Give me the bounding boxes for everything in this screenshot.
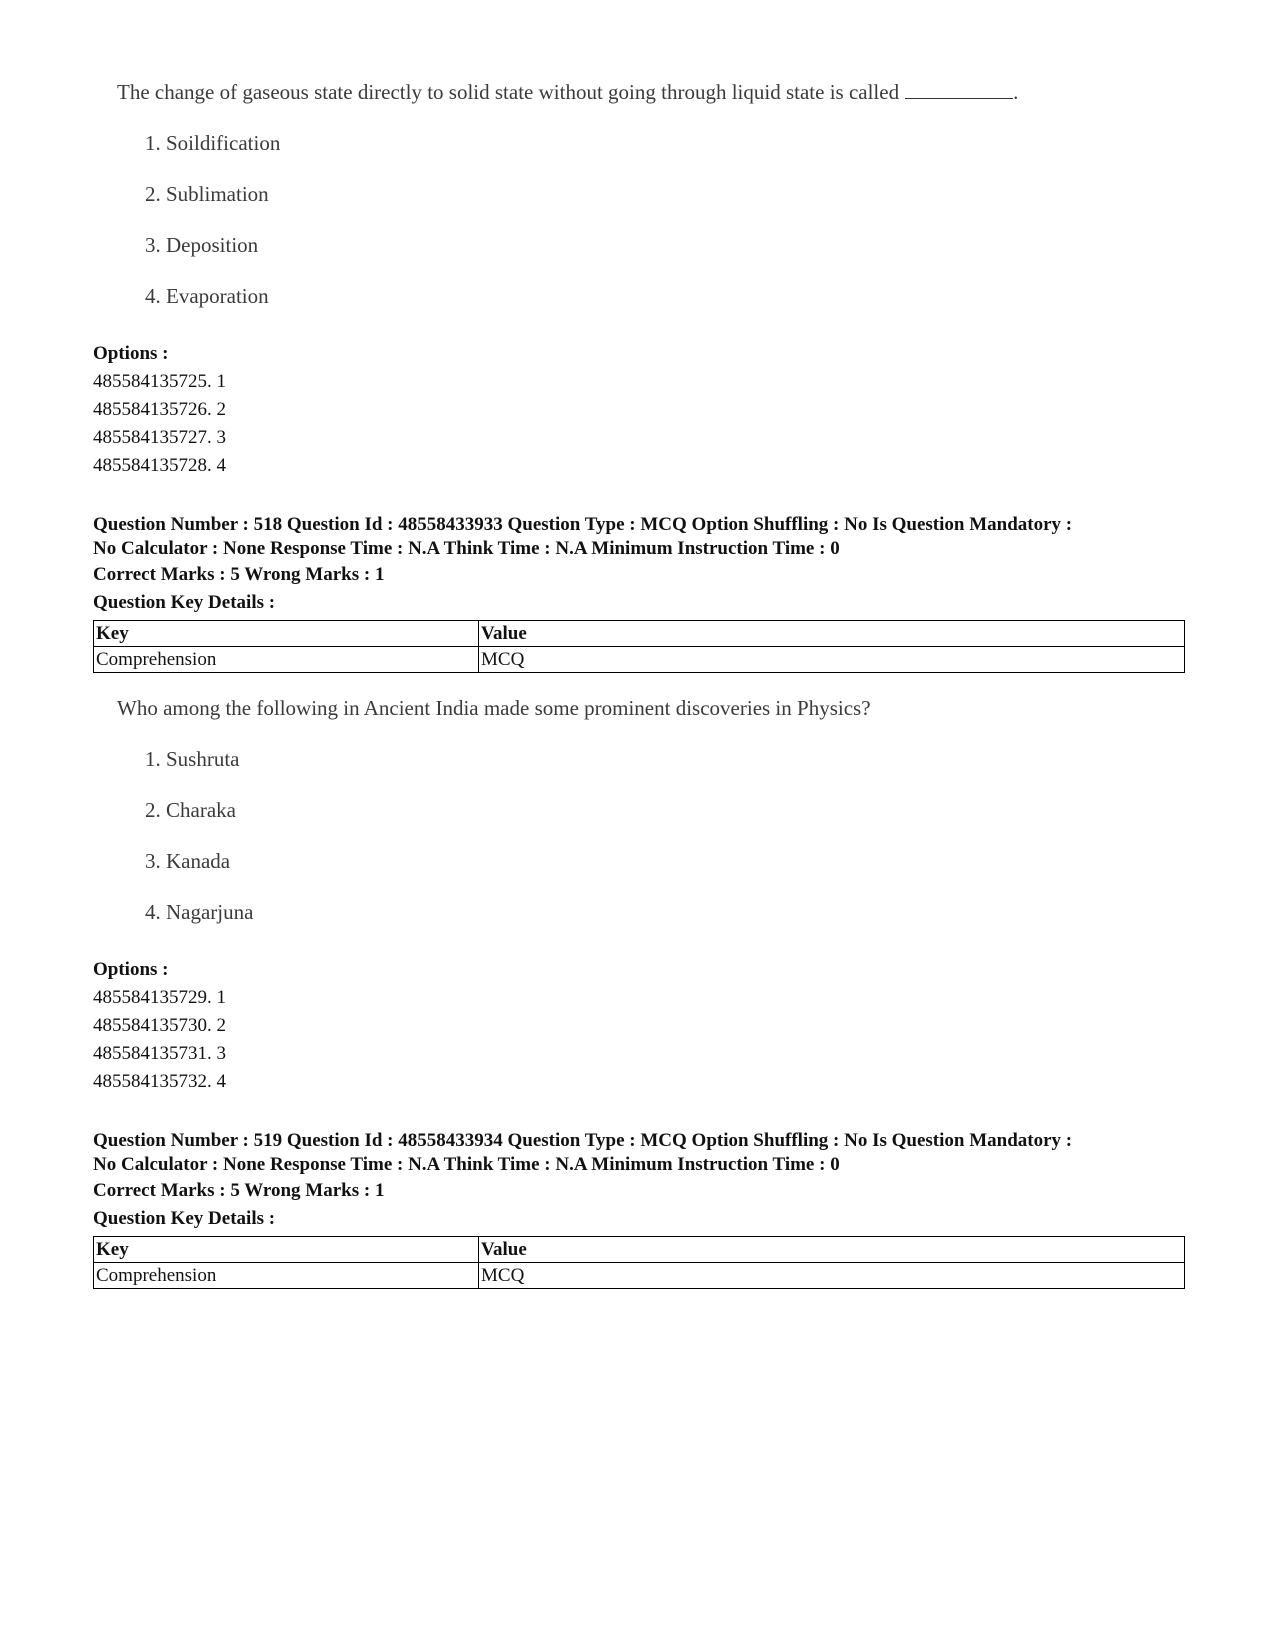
choice-3: 3. Kanada xyxy=(145,849,231,873)
options-block xyxy=(93,340,226,480)
options-label: Options : xyxy=(93,959,169,980)
question-stem xyxy=(117,80,1018,105)
question-stem-end: . xyxy=(1013,80,1019,104)
question-meta-line-2: No Calculator : None Response Time : N.A Think Time : N.A Minimum Instruction Time : 0 xyxy=(93,538,840,559)
choice-2: 2. Sublimation xyxy=(145,182,269,206)
options-label: Options : xyxy=(93,343,169,364)
table-cell-key: Comprehension xyxy=(94,647,479,673)
table-header-key: Key xyxy=(94,1237,479,1263)
option-id-4: 485584135732. 4 xyxy=(93,1071,226,1092)
option-id-1: 485584135725. 1 xyxy=(93,371,226,392)
table-header-value: Value xyxy=(479,1237,1185,1263)
table-row xyxy=(94,647,1185,673)
question-stem-text: The change of gaseous state directly to solid state without going through liquid state is called xyxy=(117,80,900,104)
option-id-3: 485584135731. 3 xyxy=(93,1043,226,1064)
key-details-label: Question Key Details : xyxy=(93,1208,276,1229)
option-id-2: 485584135726. 2 xyxy=(93,399,226,420)
question-meta-line-1: Question Number : 518 Question Id : 48558433933 Question Type : MCQ Option Shuffling : No Is Question Mandatory : xyxy=(93,514,1073,535)
question-meta xyxy=(93,1129,1193,1177)
choice-4: 4. Evaporation xyxy=(145,284,269,308)
table-header-key: Key xyxy=(94,621,479,647)
option-id-2: 485584135730. 2 xyxy=(93,1015,226,1036)
choice-3: 3. Deposition xyxy=(145,233,259,257)
table-header-value: Value xyxy=(479,621,1185,647)
key-details-table xyxy=(93,1236,1185,1289)
table-cell-key: Comprehension xyxy=(94,1263,479,1289)
choice-1: 1. Sushruta xyxy=(145,747,240,771)
key-details-table xyxy=(93,620,1185,673)
key-details-label: Question Key Details : xyxy=(93,592,276,613)
table-header-row xyxy=(94,1237,1185,1263)
option-id-1: 485584135729. 1 xyxy=(93,987,226,1008)
table-cell-value: MCQ xyxy=(479,647,1185,673)
choice-4: 4. Nagarjuna xyxy=(145,900,254,924)
option-id-3: 485584135727. 3 xyxy=(93,427,226,448)
table-cell-value: MCQ xyxy=(479,1263,1185,1289)
marks-line: Correct Marks : 5 Wrong Marks : 1 xyxy=(93,564,385,585)
choice-2: 2. Charaka xyxy=(145,798,236,822)
question-stem: Who among the following in Ancient India made some prominent discoveries in Physics? xyxy=(117,696,871,720)
question-meta-line-2: No Calculator : None Response Time : N.A Think Time : N.A Minimum Instruction Time : 0 xyxy=(93,1154,840,1175)
question-meta-line-1: Question Number : 519 Question Id : 48558433934 Question Type : MCQ Option Shuffling : No Is Question Mandatory : xyxy=(93,1130,1073,1151)
options-block xyxy=(93,956,226,1096)
choice-1: 1. Soildification xyxy=(145,131,281,155)
answer-blank xyxy=(905,80,1013,99)
table-row xyxy=(94,1263,1185,1289)
marks-line: Correct Marks : 5 Wrong Marks : 1 xyxy=(93,1180,385,1201)
table-header-row xyxy=(94,621,1185,647)
option-id-4: 485584135728. 4 xyxy=(93,455,226,476)
question-meta xyxy=(93,513,1193,561)
